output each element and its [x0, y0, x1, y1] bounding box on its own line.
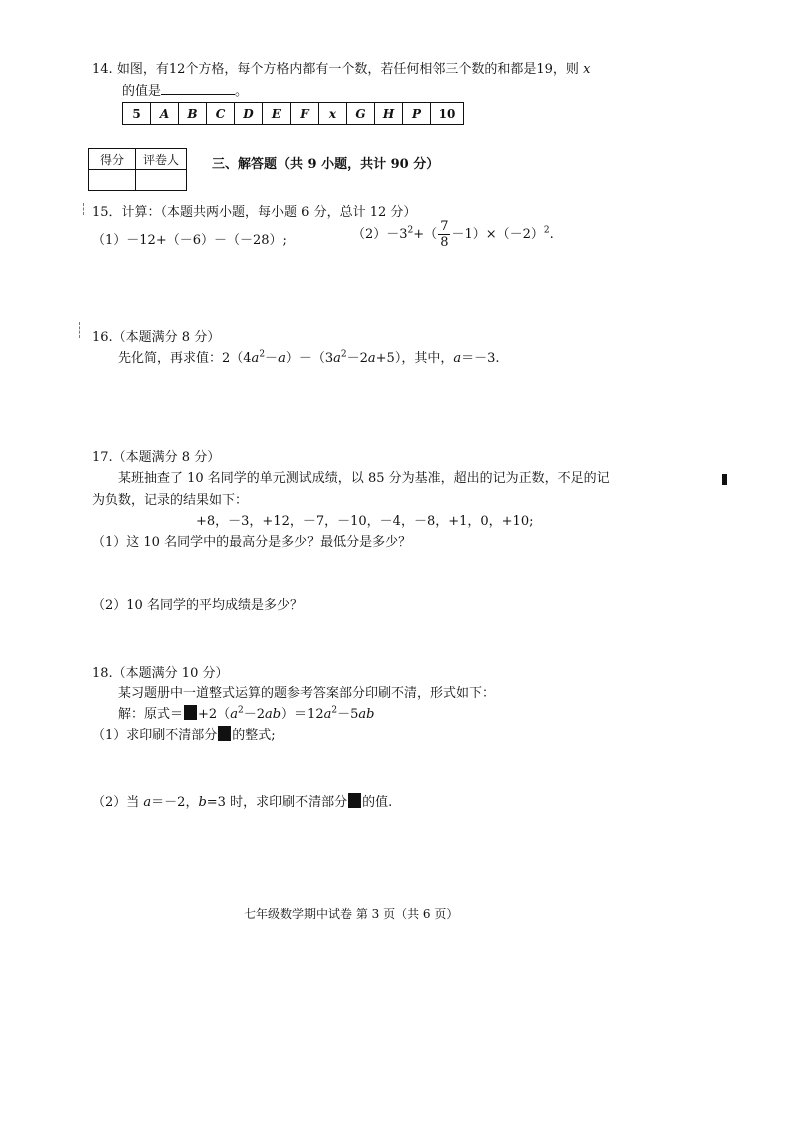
- q15-part2-text: －1）×（－2）: [451, 227, 544, 242]
- q16-text-part: ＝－3.: [461, 351, 500, 366]
- math-var: a: [143, 795, 152, 810]
- scan-tick-mark: [79, 322, 82, 338]
- scan-mark: [722, 474, 727, 485]
- q14-line2: [122, 80, 248, 99]
- q14-cell: H: [375, 103, 403, 124]
- exponent: 2: [331, 705, 338, 716]
- q14-line1: [92, 58, 590, 77]
- q18-header: 18.（本题满分 10 分）: [92, 666, 229, 681]
- q14-cell: 5: [123, 103, 151, 124]
- q14-cell: B: [179, 103, 207, 124]
- q14-cell: 10: [438, 106, 456, 121]
- q16-text-part: －: [265, 351, 279, 366]
- exponent: 2: [259, 349, 266, 360]
- q14-number: 14.: [92, 62, 113, 77]
- q17-line2: 为负数，记录的结果如下：: [92, 493, 249, 508]
- q14-answer-prefix: 的值是: [122, 84, 162, 99]
- exponent: 2: [340, 349, 347, 360]
- q16-text-part: －2: [346, 351, 368, 366]
- q14-cell: E: [263, 103, 291, 124]
- q14-cell-strip: [122, 102, 464, 125]
- blurred-block: [348, 793, 361, 808]
- q18-text-part: =3 时，求印刷不清部分: [206, 795, 348, 810]
- exponent: 2: [237, 705, 244, 716]
- q18-text-part: （2）当: [92, 795, 144, 810]
- q14-cell: P: [403, 103, 431, 124]
- q17-data: +8，－3，+12，－7，－10，－4，－8，+1，0，+10;: [196, 514, 534, 529]
- page-footer: 七年级数学期中试卷 第 3 页（共 6 页）: [244, 907, 459, 921]
- q18-solution: [118, 703, 374, 722]
- q14-var-x: x: [583, 62, 591, 77]
- math-var: a: [323, 707, 332, 722]
- q15-exponent: 2: [543, 225, 550, 236]
- math-var: a: [230, 707, 238, 722]
- q18-text-part: －2: [243, 707, 265, 722]
- q18-line1: 某习题册中一道整式运算的题参考答案部分印刷不清，形式如下：: [118, 686, 496, 701]
- q15-part2-text: +（: [413, 227, 438, 242]
- math-var: a: [251, 351, 260, 366]
- fraction-numerator: 7: [440, 219, 449, 234]
- q14-cell: G: [347, 103, 375, 124]
- q17-line1: 某班抽查了 10 名同学的单元测试成绩，以 85 分为基准，超出的记为正数，不足的记: [118, 471, 610, 486]
- q14-cell: C: [207, 103, 235, 124]
- q18-text-part: ）＝12: [281, 707, 324, 722]
- q15-exponent: 2: [407, 225, 414, 236]
- q14-cell: A: [151, 103, 179, 124]
- score-field[interactable]: [89, 170, 136, 191]
- q18-text-part: 的整式;: [232, 728, 276, 743]
- blurred-block: [218, 726, 231, 741]
- q15-header: 15．计算：（本题共两小题，每小题 6 分，总计 12 分）: [92, 205, 417, 220]
- scan-tick-mark: [83, 203, 86, 215]
- q15-part2: [352, 219, 554, 250]
- q18-text-part: （1）求印刷不清部分: [92, 728, 218, 743]
- math-var: a: [278, 351, 286, 366]
- q18-part1: [92, 724, 276, 743]
- q16-header: 16.（本题满分 8 分）: [92, 330, 221, 345]
- q16-text-part: +5），其中，: [375, 351, 454, 366]
- grader-field[interactable]: [136, 170, 187, 191]
- math-var: ab: [264, 707, 282, 722]
- math-var: a: [453, 351, 462, 366]
- q15-part1: （1）－12+（－6）－（－28）;: [92, 233, 287, 248]
- grader-label: 评卷人: [136, 149, 187, 170]
- math-var: b: [198, 795, 207, 810]
- math-var: a: [367, 351, 376, 366]
- q16-text-part: 先化简，再求值：2（4: [118, 351, 252, 366]
- fraction: [438, 219, 450, 250]
- q18-text-part: ＝－2，: [151, 795, 199, 810]
- score-box: [88, 148, 187, 191]
- q16-text: [118, 347, 500, 366]
- q18-text-part: +2（: [198, 707, 231, 722]
- q17-part2: （2）10 名同学的平均成绩是多少？: [92, 598, 303, 613]
- q17-header: 17.（本题满分 8 分）: [92, 450, 221, 465]
- q18-text-part: 解：原式＝: [118, 707, 184, 722]
- q14-cell: x: [319, 103, 347, 124]
- math-var: a: [333, 351, 341, 366]
- math-var: ab: [358, 707, 375, 722]
- q14-answer-blank[interactable]: [161, 84, 235, 95]
- q14-cell: F: [291, 103, 319, 124]
- blurred-block: [184, 705, 197, 720]
- section-title: 三、解答题（共 9 小题，共计 90 分）: [212, 157, 440, 172]
- fraction-denominator: 8: [440, 235, 449, 250]
- q14-text: 如图，有12个方格，每个方格内都有一个数，若任何相邻三个数的和都是19，则: [116, 62, 579, 77]
- q17-part1: （1）这 10 名同学中的最高分是多少？最低分是多少？: [92, 535, 412, 550]
- q18-text-part: －5: [337, 707, 359, 722]
- q14-answer-suffix: 。: [235, 84, 249, 99]
- q15-part2-text: .: [549, 227, 554, 242]
- q16-text-part: ）－（3: [285, 351, 334, 366]
- q14-cell: D: [235, 103, 263, 124]
- q18-text-part: 的值.: [362, 795, 393, 810]
- score-label: 得分: [89, 149, 136, 170]
- q15-part2-text: （2）－3: [352, 227, 408, 242]
- q18-part2: [92, 791, 392, 810]
